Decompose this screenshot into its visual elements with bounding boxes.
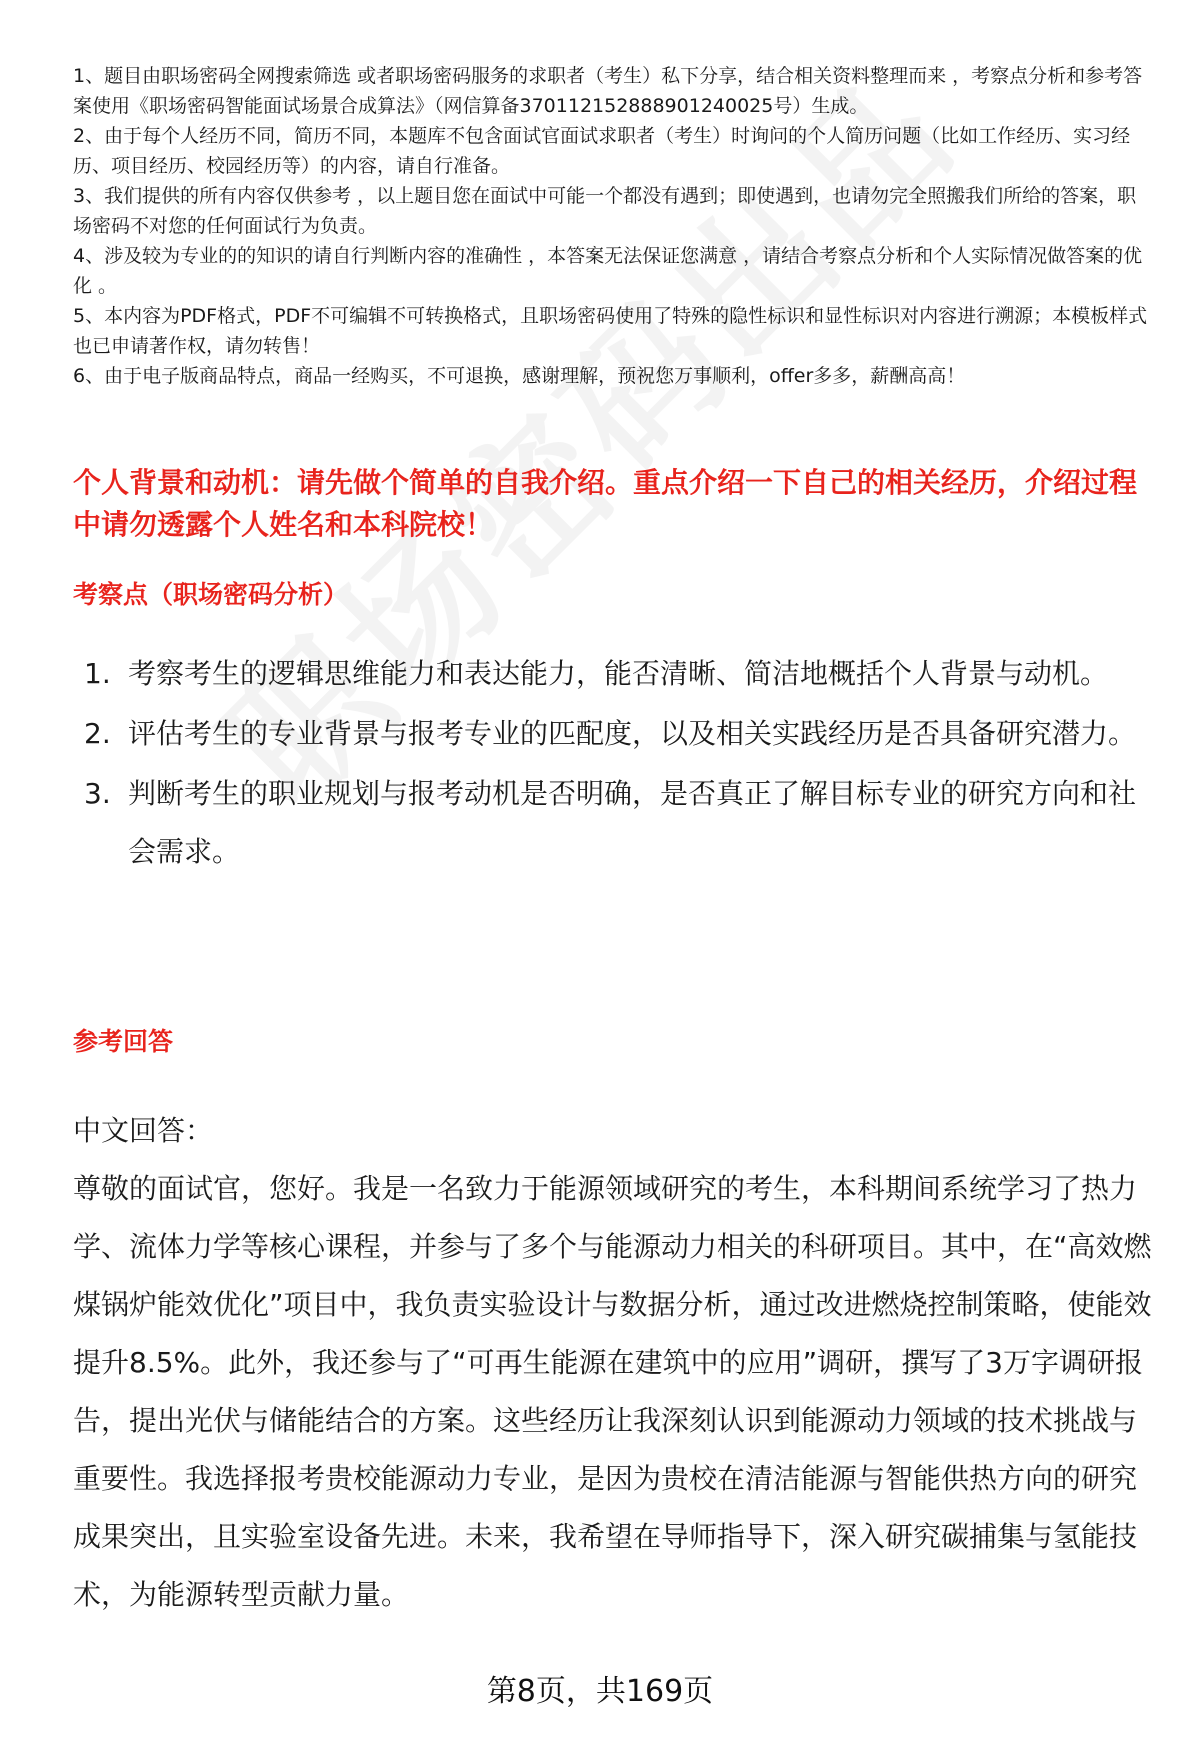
answer-block <box>73 1102 1163 1624</box>
analysis-point <box>84 645 1154 703</box>
page-number: 第8页，共169页 <box>486 1674 714 1709</box>
question-heading: 个人背景和动机：请先做个简单的自我介绍。重点介绍一下自己的相关经历，介绍过程中请勿透露个人姓名和本科院校！ <box>73 466 1138 541</box>
answer-label: 中文回答： <box>73 1114 214 1147</box>
notice-item: 3、我们提供的所有内容仅供参考 ，以上题目您在面试中可能一个都没有遇到；即使遇到，也请勿完全照搬我们所给的答案，职场密码不对您的任何面试行为负责。 <box>73 185 1137 237</box>
reference-title: 参考回答 <box>73 1027 174 1056</box>
notice-item: 6、由于电子版商品特点，商品一经购买，不可退换，感谢理解，预祝您万事顺利，offer多多，薪酬高高！ <box>73 365 966 387</box>
analysis-list <box>84 645 1154 883</box>
notice-block <box>73 61 1153 391</box>
point-number: 2. <box>84 717 111 750</box>
point-number: 3. <box>84 777 111 810</box>
notice-item: 4、涉及较为专业的的知识的请自行判断内容的准确性 ，本答案无法保证您满意 ，请结合考察点分析和个人实际情况做答案的优化 。 <box>73 245 1143 297</box>
analysis-title: 考察点（职场密码分析） <box>73 580 349 609</box>
notice-item: 5、本内容为PDF格式，PDF不可编辑不可转换格式，且职场密码使用了特殊的隐性标识和显性标识对内容进行溯源；本模板样式也已申请著作权，请勿转售！ <box>73 305 1148 357</box>
answer-text: 尊敬的面试官，您好。我是一名致力于能源领域研究的考生，本科期间系统学习了热力学、流体力学等核心课程，并参与了多个与能源动力相关的科研项目。其中，在“高效燃煤锅炉能效优化”项目中，我负责实验设计与数据分析，通过改进燃烧控制策略，使能效提升8.5%。此外，我还参与了“可再生能源在建筑中的应用”调研，撰写了3万字调研报告，提出光伏与储能结合的方案。这些经历让我深刻认识到能源动力领域的技术挑战与重要性。我选择报考贵校能源动力专业，是因为贵校在清洁能源与智能供热方向的研究成果突出，且实验室设备先进。未来，我希望在导师指导下，深入研究碳捕集与氢能技术，为能源转型贡献力量。 <box>73 1172 1152 1611</box>
point-number: 1. <box>84 657 111 690</box>
point-text: 考察考生的逻辑思维能力和表达能力，能否清晰、简洁地概括个人背景与动机。 <box>128 657 1109 690</box>
notice-item: 2、由于每个人经历不同，简历不同，本题库不包含面试官面试求职者（考生）时询问的个人简历问题（比如工作经历、实习经历、项目经历、校园经历等）的内容，请自行准备。 <box>73 125 1131 177</box>
analysis-point <box>84 765 1154 881</box>
point-text: 评估考生的专业背景与报考专业的匹配度，以及相关实践经历是否具备研究潜力。 <box>128 717 1137 750</box>
analysis-point <box>84 705 1154 763</box>
point-text: 判断考生的职业规划与报考动机是否明确，是否真正了解目标专业的研究方向和社会需求。 <box>128 777 1137 868</box>
notice-item: 1、题目由职场密码全网搜索筛选 或者职场密码服务的求职者（考生）私下分享，结合相关资料整理而来 ，考察点分析和参考答案使用《职场密码智能面试场景合成算法》（网信算备370112152888901240025号）生成。 <box>73 65 1143 117</box>
